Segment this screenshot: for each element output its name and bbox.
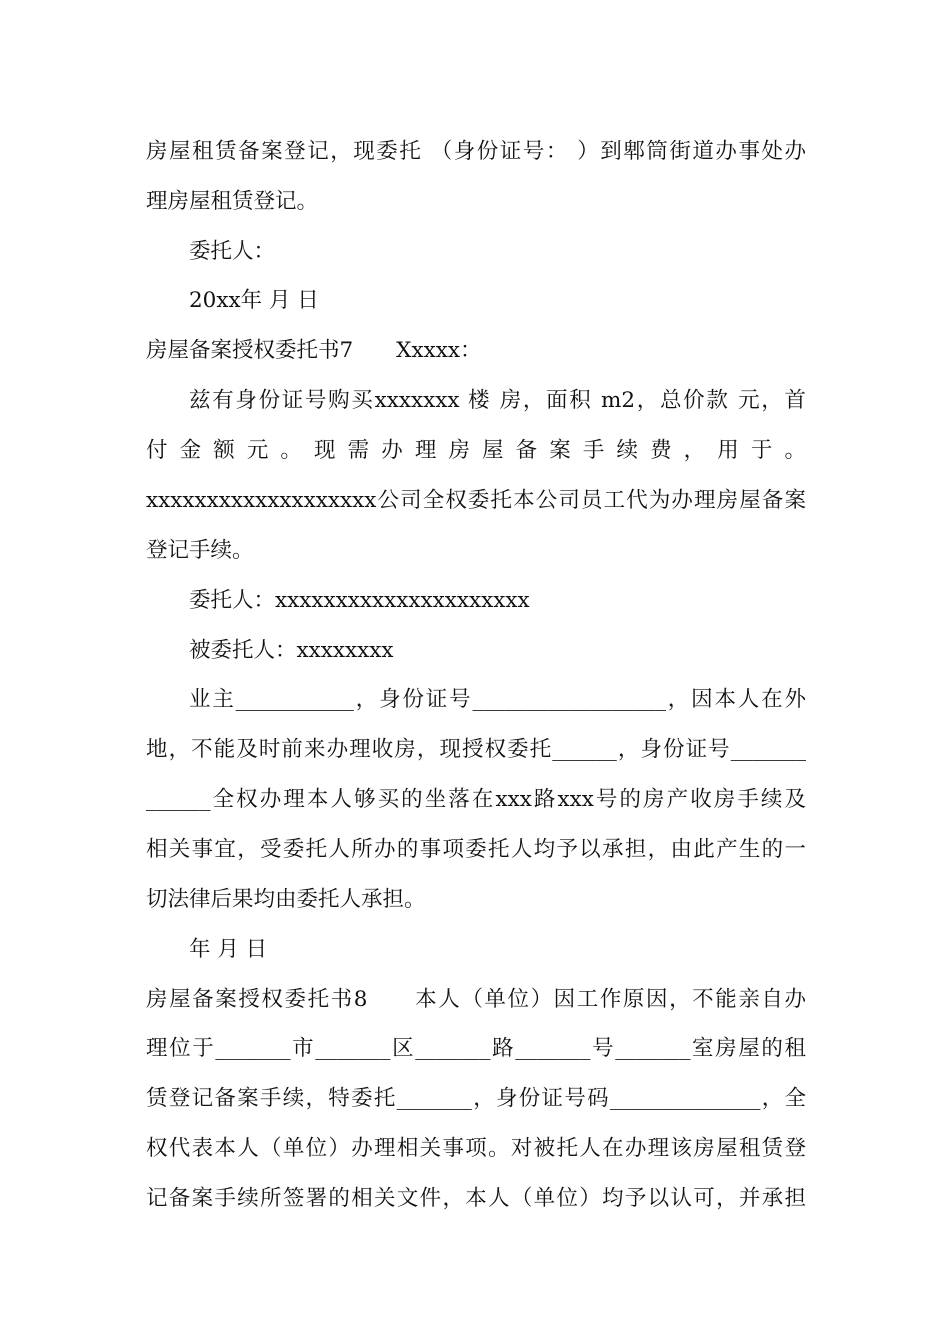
paragraph-line: 兹有身份证号购买xxxxxxx 楼 房，面积 m2，总价款 元，首 (189, 388, 806, 413)
paragraph-line: 相关事宜，受委托人所办的事项委托人均予以承担，由此产生的一 (146, 837, 806, 862)
paragraph-line: 权代表本人（单位）办理相关事项。对被托人在办理该房屋租赁登 (146, 1136, 806, 1161)
date-line: 20xx年 月 日 (189, 288, 319, 313)
paragraph-line: 赁登记备案手续，特委托_______，身份证号码______________，全 (146, 1086, 806, 1111)
section-heading: 房屋备案授权委托书7 Xxxxx： (146, 338, 482, 363)
paragraph-line: xxxxxxxxxxxxxxxxxxx公司全权委托本公司员工代为办理房屋备案 (146, 488, 806, 513)
signature-label: 委托人： (189, 239, 276, 264)
paragraph-line: 房屋租赁备案登记，现委托 （身份证号： ）到郫筒街道办事处办 (146, 139, 806, 164)
date-line: 年 月 日 (189, 937, 268, 962)
paragraph-line: 记备案手续所签署的相关文件，本人（单位）均予以认可，并承担 (146, 1186, 806, 1211)
paragraph-line: 理位于_______市_______区_______路_______号_______室房屋的租 (146, 1036, 806, 1061)
paragraph-line: 付 金 额 元 。 现 需 办 理 房 屋 备 案 手 续 费 ， 用 于 。 (146, 438, 806, 463)
section-heading: 房屋备案授权委托书8 本人（单位）因工作原因，不能亲自办 (146, 987, 806, 1012)
signature-label: 被委托人：xxxxxxxx (189, 638, 394, 663)
paragraph-line: ______全权办理本人够买的坐落在xxx路xxx号的房产收房手续及 (146, 787, 806, 812)
paragraph-line: 登记手续。 (146, 538, 254, 563)
paragraph-line: 业主___________，身份证号__________________，因本人在外 (189, 687, 806, 712)
signature-label: 委托人：xxxxxxxxxxxxxxxxxxxxx (189, 588, 530, 613)
paragraph-line: 地，不能及时前来办理收房，现授权委托______，身份证号_______ (146, 737, 806, 762)
paragraph-line: 切法律后果均由委托人承担。 (146, 887, 426, 912)
paragraph-line: 理房屋租赁登记。 (146, 189, 319, 214)
